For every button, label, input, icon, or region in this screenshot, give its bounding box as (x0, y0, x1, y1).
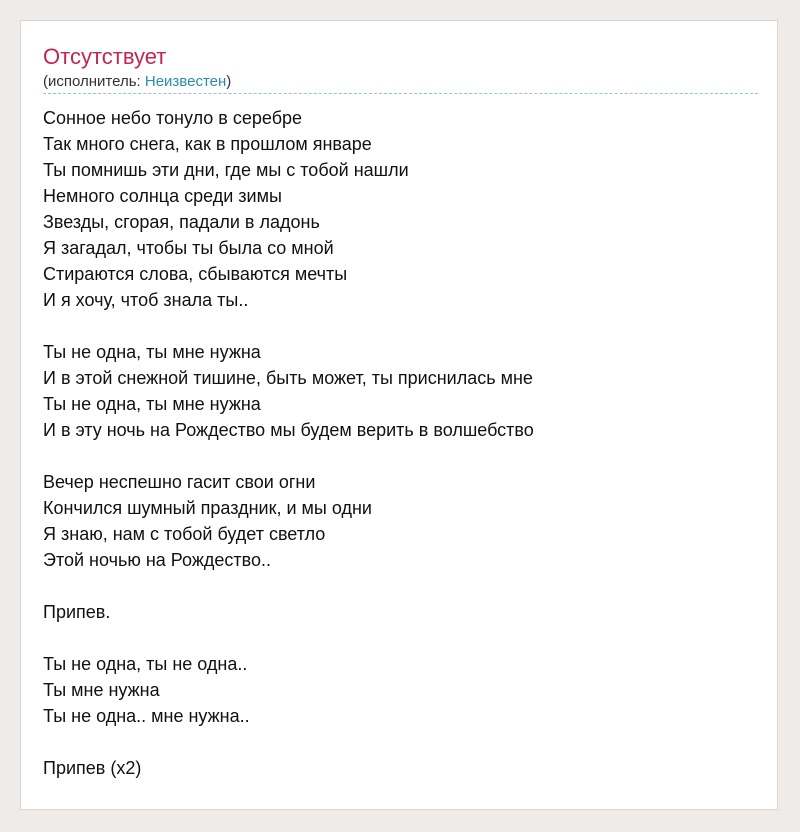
lyric-line (43, 729, 534, 755)
lyric-line: Ты не одна, ты мне нужна (43, 394, 261, 414)
lyric-line: Ты не одна.. мне нужна.. (43, 706, 250, 726)
lyric-line: Этой ночью на Рождество.. (43, 550, 272, 570)
lyric-line: Припев (x2) (43, 758, 142, 778)
song-title: Отсутствует (43, 44, 167, 69)
lyrics-text (43, 105, 534, 781)
lyric-line: Немного солнца среди зимы (43, 186, 282, 206)
lyric-line: Ты не одна, ты мне нужна (43, 342, 261, 362)
lyric-line: Стираются слова, сбываются мечты (43, 264, 348, 284)
artist-link[interactable]: Неизвестен (144, 73, 227, 90)
lyric-line: Ты помнишь эти дни, где мы с тобой нашли (43, 160, 409, 180)
lyric-line: Так много снега, как в прошлом январе (43, 134, 372, 154)
artist-line (43, 73, 231, 91)
lyric-line: И я хочу, чтоб знала ты.. (43, 290, 249, 310)
lyrics-card (20, 20, 778, 810)
artist-prefix: (исполнитель: (43, 73, 145, 90)
lyric-line: Звезды, сгорая, падали в ладонь (43, 212, 320, 232)
lyric-line (43, 625, 534, 651)
lyric-line: Ты мне нужна (43, 680, 160, 700)
lyric-line: Вечер неспешно гасит свои огни (43, 472, 316, 492)
lyric-line: Припев. (43, 602, 111, 622)
lyric-line: Я знаю, нам с тобой будет светло (43, 524, 326, 544)
lyric-line: И в этой снежной тишине, быть может, ты приснилась мне (43, 368, 533, 388)
lyric-line (43, 573, 534, 599)
lyric-line (43, 313, 534, 339)
lyric-line: Кончился шумный праздник, и мы одни (43, 498, 372, 518)
artist-suffix: ) (226, 73, 232, 90)
lyric-line: И в эту ночь на Рождество мы будем верить в волшебство (43, 420, 534, 440)
header-divider (43, 93, 758, 94)
lyric-line: Я загадал, чтобы ты была со мной (43, 238, 334, 258)
lyric-line: Сонное небо тонуло в серебре (43, 108, 303, 128)
lyric-line: Ты не одна, ты не одна.. (43, 654, 248, 674)
lyric-line (43, 443, 534, 469)
